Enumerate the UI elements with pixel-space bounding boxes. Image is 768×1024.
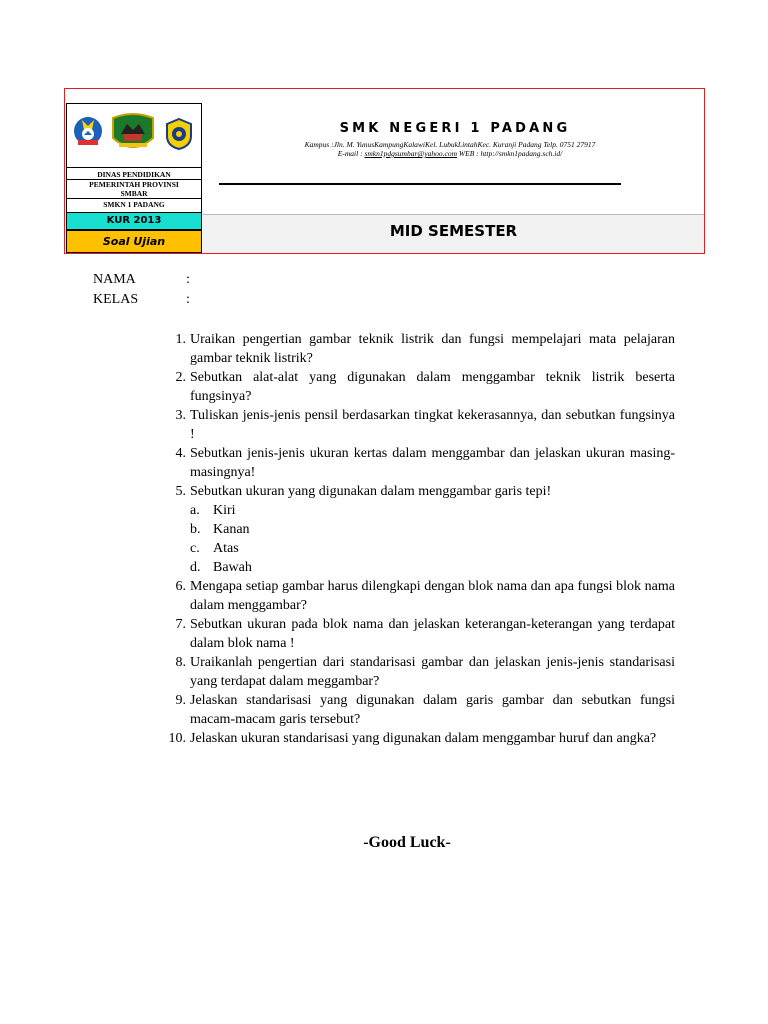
email-link[interactable]: smkn1pdgsumbar@yahoo.com bbox=[364, 149, 457, 158]
option-letter: d. bbox=[190, 560, 201, 575]
question-item bbox=[160, 368, 675, 406]
question-number: 3. bbox=[175, 408, 186, 423]
tut-wuri-handayani-logo bbox=[73, 116, 103, 148]
question-number: 10. bbox=[168, 731, 186, 746]
question-text: Sebutkan jenis-jenis ukuran kertas dalam menggambar dan jelaskan ukuran masing-masingnya! bbox=[190, 446, 675, 480]
org-line-3: SMBAR bbox=[67, 189, 201, 199]
smkn-1-padang-emblem bbox=[164, 118, 194, 150]
question-text: Sebutkan ukuran yang digunakan dalam menggambar garis tepi! bbox=[190, 484, 552, 499]
option-text: Kiri bbox=[213, 503, 236, 518]
question-text: Sebutkan alat-alat yang digunakan dalam menggambar teknik listrik beserta fungsinya? bbox=[190, 370, 675, 404]
closing-text: -Good Luck- bbox=[363, 834, 451, 851]
name-colon: : bbox=[186, 272, 190, 287]
question-item bbox=[160, 577, 675, 615]
name-label: NAMA bbox=[93, 272, 136, 287]
question-number: 6. bbox=[175, 579, 186, 594]
question-number: 9. bbox=[175, 693, 186, 708]
name-field bbox=[93, 272, 190, 288]
class-field bbox=[93, 292, 190, 308]
exam-title: MID SEMESTER bbox=[389, 222, 518, 240]
question-item bbox=[160, 615, 675, 653]
question-item bbox=[160, 406, 675, 444]
web-text: WEB : http://smkn1padang.sch.id/ bbox=[457, 149, 563, 158]
curriculum-label: KUR 2013 bbox=[66, 212, 202, 230]
school-name: SMK NEGERI 1 PADANG bbox=[339, 121, 571, 136]
question-number: 8. bbox=[175, 655, 186, 670]
question-text: Jelaskan standarisasi yang digunakan dalam garis gambar dan sebutkan fungsi macam-macam garis tersebut? bbox=[190, 693, 675, 727]
question-number: 1. bbox=[175, 332, 186, 347]
option-item bbox=[160, 539, 675, 558]
question-item bbox=[160, 482, 675, 501]
option-text: Atas bbox=[213, 541, 239, 556]
west-sumatra-province-emblem bbox=[109, 112, 157, 154]
question-text: Mengapa setiap gambar harus dilengkapi dengan blok nama dan apa fungsi blok nama dalam menggambar? bbox=[190, 579, 675, 613]
org-line-2: PEMERINTAH PROVINSI bbox=[89, 180, 179, 189]
question-item bbox=[160, 729, 675, 748]
question-number: 7. bbox=[175, 617, 186, 632]
option-item bbox=[160, 520, 675, 539]
exam-type-label: Soal Ujian bbox=[66, 230, 202, 253]
question-number: 5. bbox=[175, 484, 186, 499]
school-address: Kampus :Jln. M. YunusKampungKalawiKel. LubukLintahKec. Kuranji Padang Telp. 0751 27917 bbox=[304, 140, 596, 149]
question-text: Uraikan pengertian gambar teknik listrik dan fungsi mempelajari mata pelajaran gambar teknik listrik? bbox=[190, 332, 675, 366]
question-item bbox=[160, 330, 675, 368]
option-text: Kanan bbox=[213, 522, 250, 537]
option-letter: b. bbox=[190, 522, 201, 537]
option-item bbox=[160, 558, 675, 577]
option-letter: c. bbox=[190, 541, 200, 556]
option-item bbox=[160, 501, 675, 520]
org-line-4: SMKN 1 PADANG bbox=[103, 200, 165, 209]
question-number: 2. bbox=[175, 370, 186, 385]
question-list bbox=[160, 330, 675, 748]
org-line-1: DINAS PENDIDIKAN bbox=[67, 170, 201, 180]
option-text: Bawah bbox=[213, 560, 252, 575]
question-item bbox=[160, 691, 675, 729]
email-prefix: E-mail : bbox=[337, 149, 365, 158]
class-label: KELAS bbox=[93, 292, 139, 307]
question-item bbox=[160, 444, 675, 482]
question-text: Sebutkan ukuran pada blok nama dan jelaskan keterangan-keterangan yang terdapat dalam blok nama ! bbox=[190, 617, 675, 651]
question-text: Tuliskan jenis-jenis pensil berdasarkan tingkat kekerasannya, dan sebutkan fungsinya ! bbox=[190, 408, 675, 442]
school-contact bbox=[220, 149, 680, 158]
question-text: Uraikanlah pengertian dari standarisasi gambar dan jelaskan jenis-jenis standarisasi yang terdapat dalam meggambar? bbox=[190, 655, 675, 689]
logo-row bbox=[67, 104, 201, 168]
question-text: Jelaskan ukuran standarisasi yang digunakan dalam menggambar huruf dan angka? bbox=[190, 731, 657, 746]
question-number: 4. bbox=[175, 446, 186, 461]
header-divider bbox=[219, 183, 621, 185]
question-item bbox=[160, 653, 675, 691]
class-colon: : bbox=[186, 292, 190, 307]
option-letter: a. bbox=[190, 503, 200, 518]
